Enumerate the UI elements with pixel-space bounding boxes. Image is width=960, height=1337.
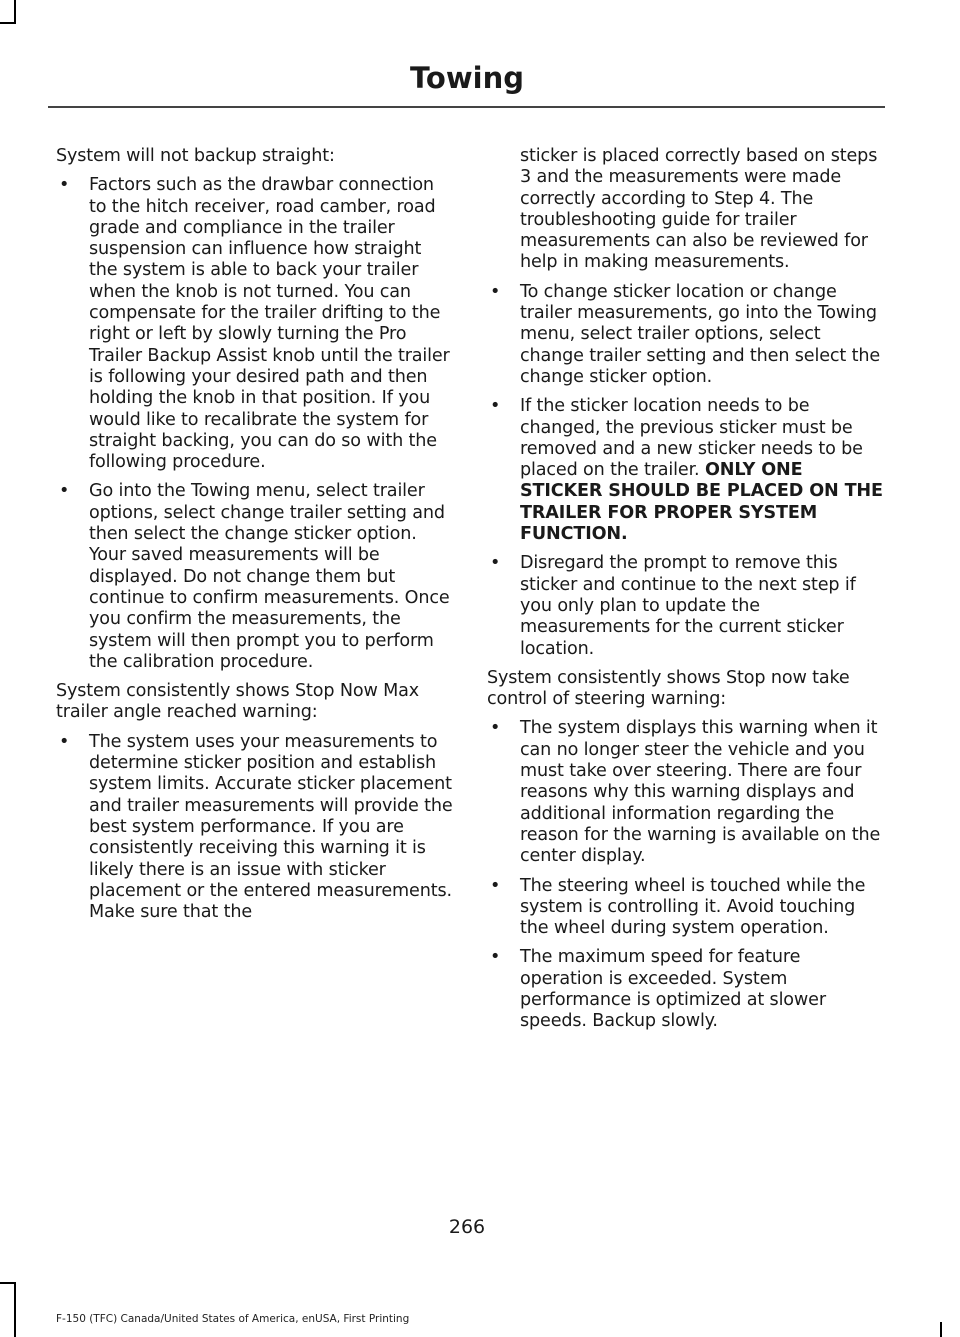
crop-mark-bottom-left-h	[0, 1282, 16, 1284]
page-number: 266	[448, 1216, 486, 1238]
header-rule	[48, 106, 885, 108]
list-item: • The steering wheel is touched while the system is controlling it. Avoid touching the wheel during system operation.	[487, 876, 883, 940]
warning-caps-text: ONLY ONE STICKER SHOULD BE PLACED ON THE TRAILER FOR PROPER SYSTEM FUNCTION.	[520, 460, 883, 545]
subheading: System consistently shows Stop Now Max trailer angle reached warning:	[56, 681, 420, 723]
crop-mark-top-left-v	[14, 0, 16, 22]
footer-text: F-150 (TFC) Canada/United States of America, enUSA, First Printing	[56, 1313, 410, 1325]
subheading: System consistently shows Stop now take control of steering warning:	[487, 667, 850, 710]
crop-mark-bottom-right-v	[940, 1322, 942, 1337]
page-title: Towing	[410, 61, 524, 95]
list-item-continuation: sticker is placed correctly based on steps 3 and the measurements were made correctly according to Step 4. The troubleshooting guide for trailer measurements can also be reviewed for help in making measurements.	[520, 146, 878, 273]
list-item-text: If the sticker location needs to be changed, the previous sticker must be removed and a new sticker needs to be placed on the trailer.	[520, 396, 863, 481]
list-item: • The maximum speed for feature operation is exceeded. System performance is optimized at slower speeds. Backup slowly.	[487, 947, 883, 1032]
subheading: System will not backup straight:	[56, 146, 335, 166]
crop-mark-top-left-h	[0, 22, 16, 24]
list-item: • The system displays this warning when it can no longer steer the vehicle and you must take over steering. There are four reasons why this warning displays and additional information regarding the reason for the warning is available on the center display.	[487, 718, 883, 867]
list-item: • To change sticker location or change trailer measurements, go into the Towing menu, select trailer options, select change trailer setting and then select the change sticker option.	[487, 282, 883, 388]
bullet-list	[487, 146, 883, 660]
list-item: • Disregard the prompt to remove this sticker and continue to the next step if you only plan to update the measurements for the current sticker location.	[487, 553, 883, 659]
bullet-list	[56, 732, 454, 924]
crop-mark-bottom-left-v	[14, 1282, 16, 1337]
bullet-list	[487, 718, 883, 1032]
list-item: • The system uses your measurements to determine sticker position and establish system limits. Accurate sticker placement and trailer measurements will provide the best system performance. If you are consistently receiving this warning it is likely there is an issue with sticker placement or the entered measurements. Make sure that the	[56, 732, 454, 924]
bullet-list	[56, 175, 454, 673]
left-column	[56, 146, 454, 931]
list-item	[487, 396, 883, 545]
list-item: • Factors such as the drawbar connection to the hitch receiver, road camber, road grade and compliance in the trailer suspension can influence how straight the system is able to back your trailer when the knob is not turned. You can compensate for the trailer drifting to the right or left by slowly turning the Pro Trailer Backup Assist knob until the trailer is following your desired path and then holding the knob in that position. If you would like to recalibrate the system for straight backing, you can do so with the following procedure.	[56, 175, 454, 473]
list-item: • Go into the Towing menu, select trailer options, select change trailer setting and then select the change sticker option. Your saved measurements will be displayed. Do not change them but continue to confirm measurements. Once you confirm the measurements, the system will then prompt you to perform the calibration procedure.	[56, 481, 454, 673]
right-column	[487, 146, 883, 1041]
section-header	[0, 58, 524, 98]
